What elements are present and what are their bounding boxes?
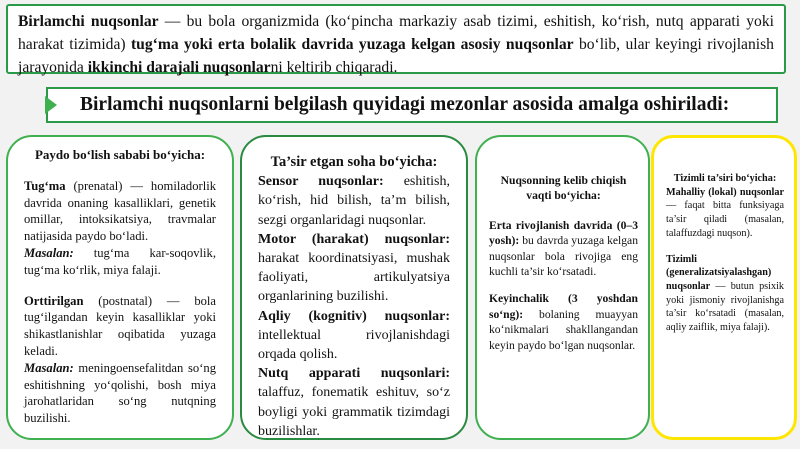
card-by-area	[240, 135, 468, 440]
card-title: Paydo bo‘lish sababi bo‘yicha:	[34, 147, 206, 162]
criteria-heading-text: Birlamchi nuqsonlarni belgilash quyidagi mezonlar asosida amalga oshiriladi:	[80, 94, 730, 115]
card-paragraph-later	[489, 291, 638, 353]
card-title: Ta’sir etgan soha bo‘yicha:	[270, 154, 438, 170]
example-text: tug‘ma kar-soqovlik, tug‘ma ko‘rlik, miya falaji.	[24, 245, 216, 277]
text-local: — faqat bitta funksiyaga ta’sir qiladi (masalan, talaffuzdagi nuqson).	[666, 200, 784, 239]
text-speech: talaffuz, fonematik eshituv, so‘z boyligi yoki grammatik tizimdagi buzilishlar.	[258, 385, 450, 439]
example-label: Masalan:	[24, 360, 74, 375]
intro-text-1: — bu bola organizmida (ko‘pincha markaziy asab tizimi, eshitish, ko‘rish, nutq apparati yoki harakat tizimida)	[18, 13, 774, 53]
text-cognitive: intellektual rivojlanishdagi orqada qolish.	[258, 327, 450, 363]
card-paragraph-systemic	[666, 253, 784, 335]
intro-definition	[6, 4, 786, 74]
text-congenital: (prenatal) — homiladorlik davrida onaning kasalliklari, genetik omillar, intoksikatsiya, travmalar natijasida paydo bo‘ladi.	[24, 178, 216, 244]
card-item-motor	[258, 230, 450, 307]
term-motor: Motor (harakat) nuqsonlar:	[258, 231, 450, 247]
text-acquired: (postnatal) — bola tug‘ilgandan keyin kasalliklar yoki shikastlanishlar oqibatida yuzaga keladi.	[24, 293, 216, 358]
card-paragraph-congenital	[24, 178, 216, 279]
intro-term: Birlamchi nuqsonlar	[18, 13, 159, 30]
card-item-sensor	[258, 172, 450, 230]
term-cognitive: Aqliy (kognitiv) nuqsonlar:	[258, 308, 450, 324]
card-title: Nuqsonning kelib chiqish vaqti bo‘yicha:	[500, 174, 627, 203]
intro-emphasis-1: tug‘ma yoki erta bolalik davrida yuzaga kelgan asosiy nuqsonlar	[130, 36, 574, 53]
card-paragraph-local	[666, 186, 784, 241]
term-congenital: Tug‘ma	[24, 178, 66, 193]
example-text: meningoensefalitdan so‘ng eshitishning yo‘qolishi, bosh miya jarohatlaridan so‘ng nutqning buzilishi.	[24, 360, 216, 426]
text-sensor: eshitish, ko‘rish, hid bilish, ta’m bilish, sezgi organlaridagi nuqsonlar.	[258, 174, 450, 228]
card-item-cognitive	[258, 307, 450, 365]
card-paragraph-early	[489, 218, 638, 280]
term-local: Mahalliy (lokal) nuqsonlar	[666, 186, 784, 198]
card-item-speech	[258, 364, 450, 441]
card-by-origin	[6, 135, 234, 440]
term-acquired: Orttirilgan	[24, 293, 84, 308]
term-systemic: Tizimli (generalizatsiyalashgan) nuqsonlar	[666, 253, 772, 292]
criteria-heading	[46, 87, 778, 123]
term-later: Keyinchalik (3 yoshdan so‘ng):	[489, 292, 638, 321]
example-label: Masalan:	[24, 245, 74, 260]
text-early: bu davrda yuzaga kelgan nuqsonlar bola rivojiga eng kuchli ta’sir ko‘rsatadi.	[489, 234, 638, 279]
text-systemic: — butun psixik yoki jismoniy rivojlanishga ta’sir ko‘rsatadi (masalan, aqliy zaiflik, miya falaji).	[666, 280, 784, 334]
card-by-time	[475, 135, 650, 440]
card-title: Tizimli ta’siri bo‘yicha:	[673, 173, 777, 184]
card-by-system	[651, 135, 797, 440]
term-speech: Nutq apparati nuqsonlari:	[258, 366, 450, 382]
text-later: bolaning muayyan ko‘nikmalari shakllangandan keyin paydo bo‘lgan nuqsonlar.	[489, 307, 638, 352]
intro-text-2: bo‘lib, ular keyingi rivojlanish jarayonida	[18, 36, 774, 76]
intro-text-3: ni keltirib chiqaradi.	[270, 59, 398, 76]
text-motor: harakat koordinatsiyasi, mushak faoliyati, artikulyatsiya organlarining buzilishi.	[258, 251, 450, 305]
intro-emphasis-2: ikkinchi darajali nuqsonlar	[87, 59, 271, 76]
term-early: Erta rivojlanish davrida (0–3 yosh):	[489, 218, 638, 248]
card-paragraph-acquired	[24, 293, 216, 427]
arrow-right-icon	[45, 96, 57, 114]
term-sensor: Sensor nuqsonlar:	[258, 174, 384, 190]
